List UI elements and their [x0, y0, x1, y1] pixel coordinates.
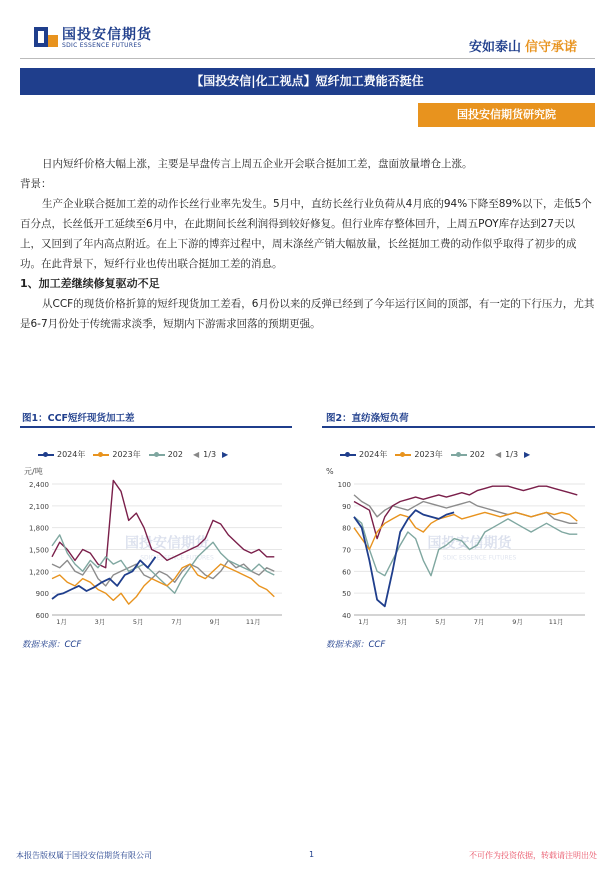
- legend-pager: 1/3: [203, 450, 217, 459]
- watermark-en: SDIC ESSENCE FUTURES: [140, 554, 214, 562]
- paragraph-intro: 日内短纤价格大幅上涨，主要是早盘传言上周五企业开会联合挺加工差，盘面放量增仓上涨。: [42, 158, 473, 170]
- x-tick-label: 3月: [94, 618, 106, 625]
- legend-item[interactable]: [93, 449, 140, 460]
- company-logo-icon: [34, 25, 58, 49]
- x-tick-label: 11月: [548, 618, 564, 625]
- y-tick-label: 600: [35, 612, 49, 620]
- y-tick-label: 1,800: [28, 524, 49, 533]
- page-number: 1: [309, 850, 315, 859]
- chart1-source: 数据来源：CCF: [22, 640, 82, 650]
- legend-prev-icon[interactable]: ◀: [193, 450, 200, 459]
- x-tick-label: 9月: [512, 618, 523, 625]
- y-tick-label: 2,100: [28, 502, 49, 511]
- x-tick-label: 5月: [132, 618, 144, 625]
- x-tick-label: 7月: [171, 618, 182, 625]
- series-line-2020[interactable]: [354, 495, 577, 523]
- legend-next-icon[interactable]: ▶: [222, 450, 229, 459]
- legend-item[interactable]: [451, 450, 485, 459]
- company-name-en: SDIC ESSENCE FUTURES: [62, 42, 142, 49]
- series-line-2021[interactable]: [354, 486, 577, 538]
- x-tick-label: 3月: [396, 618, 408, 625]
- legend-pager: 1/3: [505, 450, 519, 459]
- x-tick-label: 1月: [358, 618, 369, 625]
- y-tick-label: 80: [342, 524, 351, 533]
- chart1-caption: 图1：CCF短纤现货加工差: [22, 413, 135, 424]
- footer-copyright: 本报告版权属于国投安信期货有限公司: [16, 851, 152, 860]
- institute-badge: 国投安信期货研究院: [418, 103, 595, 127]
- watermark: 国投安信期货: [125, 535, 209, 552]
- legend-label: 2023年: [414, 450, 443, 459]
- legend-item[interactable]: [149, 450, 183, 459]
- y-tick-label: 1,200: [28, 568, 49, 577]
- y-axis-unit: %: [326, 467, 334, 476]
- header-divider: [20, 58, 595, 59]
- footer-disclaimer: 不可作为投资依据，转载请注明出处: [469, 851, 597, 860]
- company-name: 国投安信期货: [62, 27, 152, 43]
- watermark-en: SDIC ESSENCE FUTURES: [442, 554, 517, 562]
- series-line-2024年[interactable]: [354, 510, 454, 606]
- report-title: 【国投安信|化工视点】短纤加工费能否挺住: [20, 68, 595, 95]
- legend-prev-icon[interactable]: ◀: [495, 450, 502, 459]
- legend-item[interactable]: [38, 449, 85, 460]
- chart2-legend: [340, 449, 530, 460]
- legend-label: 202: [167, 450, 183, 459]
- section-heading: 1、加工差继续修复驱动不足: [20, 277, 160, 290]
- slogan: [469, 36, 577, 55]
- legend-label: 2024年: [57, 450, 86, 459]
- chart1-plot: [20, 460, 292, 625]
- y-tick-label: 70: [342, 546, 351, 555]
- legend-label: 202: [469, 450, 485, 459]
- legend-item[interactable]: [340, 449, 387, 460]
- y-tick-label: 40: [342, 612, 351, 620]
- report-body: [20, 154, 595, 334]
- y-tick-label: 100: [337, 481, 351, 489]
- y-tick-label: 90: [342, 502, 351, 511]
- chart2-plot: [322, 460, 595, 625]
- y-tick-label: 60: [342, 568, 351, 577]
- y-tick-label: 900: [35, 590, 49, 599]
- legend-label: 2023年: [112, 450, 141, 459]
- legend-item[interactable]: [395, 449, 442, 460]
- y-tick-label: 50: [342, 590, 351, 599]
- y-tick-label: 1,500: [28, 546, 49, 555]
- chart1-legend: [38, 449, 228, 460]
- y-tick-label: 2,400: [28, 481, 49, 489]
- x-tick-label: 7月: [473, 618, 485, 625]
- paragraph-analysis: 从CCF的现货价格折算的短纤现货加工差看，6月份以来的反弹已经到了今年运行区间的顶部，有一定的下行压力，尤其是6-7月份处于传统需求淡季，短期内下游需求回落的预期更强。: [20, 298, 595, 330]
- x-tick-label: 5月: [435, 618, 446, 625]
- y-axis-unit: 元/吨: [24, 467, 43, 476]
- watermark: 国投安信期货: [427, 535, 512, 552]
- chart2-caption: 图2：直纺涤短负荷: [326, 413, 409, 424]
- slogan-part-b: 信守承诺: [524, 40, 577, 55]
- x-tick-label: 1月: [56, 618, 67, 625]
- chart2-source: 数据来源：CCF: [326, 640, 386, 650]
- slogan-part-a: 安如泰山: [468, 40, 521, 55]
- legend-next-icon[interactable]: ▶: [524, 450, 531, 459]
- chart1-caption-rule: [20, 426, 292, 428]
- x-tick-label: 11月: [245, 618, 261, 625]
- background-label: 背景：: [20, 178, 52, 190]
- chart2-caption-rule: [322, 426, 595, 428]
- legend-label: 2024年: [359, 450, 388, 459]
- paragraph-background: 生产企业联合挺加工差的动作长丝行业率先发生。5月中，直纺长丝行业负荷从4月底的94%下降至89%以下，走低5个百分点，长丝低开工延续至6月中，在此期间长丝利润得到较好修复。但行业库存整体回升，上周五POY库存达到27天以上，又回到了年内高点附近。在上下游的博弈过程中，周末涤丝产销大幅放量，长丝挺加工费的动作似乎取得了初步的成功。在此背景下，短纤行业也传出联合挺加工差的消息。: [20, 198, 592, 270]
- x-tick-label: 9月: [209, 618, 221, 625]
